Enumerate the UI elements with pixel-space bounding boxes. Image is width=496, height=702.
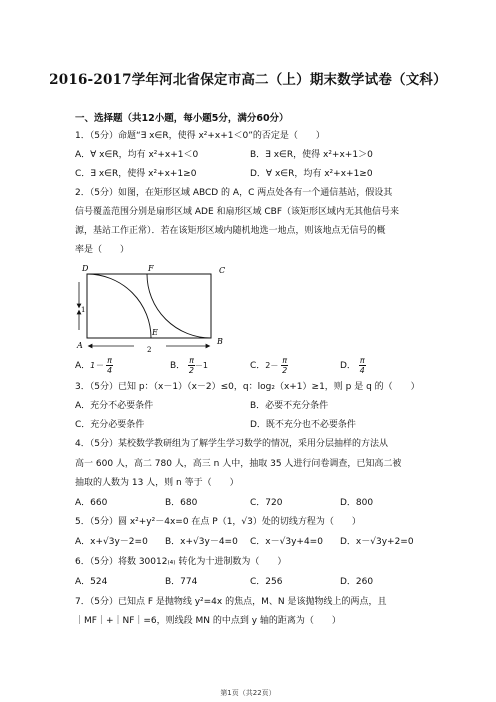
q2-option-a: A．1－ $\frac{\pi}{4}$ — [75, 356, 113, 375]
q7-line-2: ｜MF｜+｜NF｜=6，则线段 MN 的中点到 y 轴的距离为（ ） — [75, 616, 341, 626]
q6-option-d: D．260 — [340, 577, 374, 587]
label-d: D — [82, 264, 89, 273]
q4-option-b: B．680 — [165, 498, 198, 508]
q6-option-b: B．774 — [165, 577, 198, 587]
q4-option-c: C．720 — [250, 498, 283, 508]
q2-line-4: 率是（ ） — [75, 245, 130, 255]
q2-option-c: C．2－ $\frac{\pi}{2}$ — [250, 356, 288, 375]
label-b: B — [217, 337, 223, 346]
q7-line-1: 7．（5分）已知点 F 是抛物线 y²=4x 的焦点，M、N 是该抛物线上的两点，且 — [75, 597, 387, 607]
label-len2: 2 — [147, 346, 152, 354]
q5-option-d: D．x－√3y+2=0 — [340, 537, 414, 547]
label-a: A — [77, 341, 83, 350]
q2-option-b: B． $\frac{\pi}{2}$ －1 — [170, 356, 208, 375]
q5-option-c: C．x－√3y+4=0 — [250, 537, 323, 547]
q2-line-3: 源，基站工作正常）．若在该矩形区域内随机地选一地点，则该地点无信号的概 — [75, 226, 386, 236]
q3-option-c: C．充分必要条件 — [75, 420, 145, 430]
arc-ade — [87, 274, 151, 338]
q4-line-3: 抽取的人数为 13 人，则 n 等于（ ） — [75, 478, 239, 488]
q2-line-1: 2．（5分）如图，在矩形区域 ABCD 的 A，C 两点处各有一个通信基站，假设其 — [75, 188, 393, 198]
rectangle-figure — [74, 262, 234, 354]
q2-option-d: D． $\frac{\pi}{4}$ — [340, 356, 365, 375]
label-c: C — [219, 266, 226, 275]
q1-option-c: C．∃ x∈R，使得 x²+x+1≥0 — [75, 169, 197, 179]
page-title: 2016-2017学年河北省保定市高二（上）期末数学试卷（文科） — [49, 72, 447, 88]
label-len1: 1 — [81, 306, 86, 314]
q4-option-d: D．800 — [340, 498, 374, 508]
q3-option-a: A．充分不必要条件 — [75, 401, 154, 411]
q1-stem: 1．（5分）命题“∃ x∈R，使得 x²+x+1＜0”的否定是（ ） — [75, 131, 325, 141]
q3-option-d: D．既不充分也不必要条件 — [250, 420, 356, 430]
q3-option-b: B．必要不充分条件 — [250, 401, 329, 411]
label-e: E — [152, 328, 158, 337]
label-f: F — [148, 264, 154, 273]
page-footer: 第1页（共22页） — [220, 689, 276, 697]
q6-option-a: A．524 — [75, 577, 108, 587]
q1-option-b: B．∃ x∈R，使得 x²+x+1＞0 — [250, 150, 373, 160]
q4-line-2: 高一 600 人，高二 780 人，高三 n 人中，抽取 35 人进行问卷调查，已知高二被 — [75, 459, 402, 469]
section-heading: 一、选择题（共12小题，每小题5分，满分60分） — [75, 113, 289, 124]
q5-option-a: A．x+√3y－2=0 — [75, 537, 148, 547]
q6-stem: 6．（5分）将数 30012₍₄₎ 转化为十进制数为（ ） — [75, 557, 287, 567]
q2-line-2: 信号覆盖范围分别是扇形区域 ADE 和扇形区域 CBF（该矩形区域内无其他信号来 — [75, 207, 399, 217]
q4-option-a: A．660 — [75, 498, 108, 508]
q1-option-d: D．∀ x∈R，均有 x²+x+1≥0 — [250, 169, 373, 179]
rect-abcd — [87, 274, 211, 338]
q4-line-1: 4．（5分）某校数学教研组为了解学生学习数学的情况，采用分层抽样的方法从 — [75, 439, 388, 449]
q5-option-b: B．x+√3y－4=0 — [165, 537, 238, 547]
q6-option-c: C．256 — [250, 577, 283, 587]
q1-option-a: A．∀ x∈R，均有 x²+x+1＜0 — [75, 150, 199, 160]
q3-stem: 3．（5分）已知 p：（x－1）（x－2）≤0，q：log₂（x+1）≥1，则 p 是 q 的（ ） — [75, 382, 420, 392]
q5-stem: 5．（5分）圆 x²+y²－4x=0 在点 P（1，√3）处的切线方程为（ ） — [75, 517, 361, 527]
